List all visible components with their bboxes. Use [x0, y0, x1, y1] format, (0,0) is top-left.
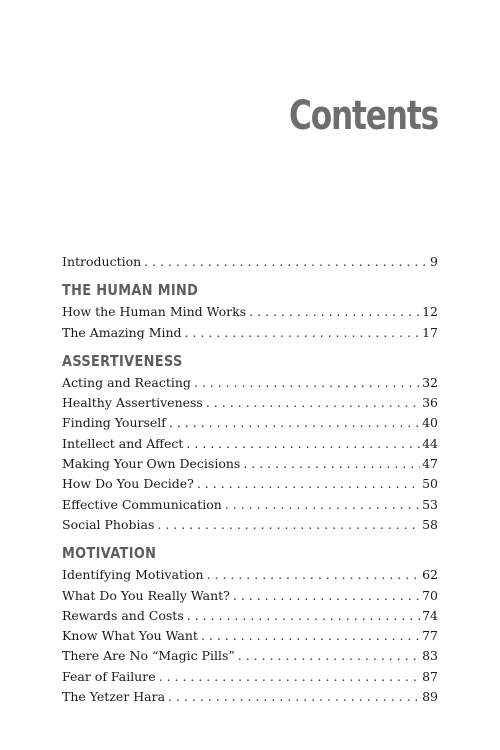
dot-leader — [185, 323, 421, 343]
toc-entry — [62, 302, 438, 322]
toc-entry-label: There Are No “Magic Pills” — [62, 648, 235, 664]
dot-leader — [159, 667, 420, 687]
toc-entry — [62, 646, 438, 666]
dot-leader — [233, 586, 420, 606]
toc-entry-label: How the Human Mind Works — [62, 304, 247, 320]
toc-entry-page-number: 83 — [422, 648, 438, 664]
dot-leader — [168, 687, 420, 707]
toc-entry — [62, 687, 438, 707]
toc-entry — [62, 434, 438, 454]
toc-entry-page-number: 53 — [422, 496, 438, 512]
toc-entry — [62, 606, 438, 626]
section-heading-assertiveness: ASSERTIVENESS — [62, 351, 183, 370]
toc-entry-page-number: 58 — [422, 516, 438, 532]
toc-entry-label: Effective Communication — [62, 496, 222, 512]
toc-entry-label: Social Phobias — [62, 516, 155, 532]
toc-entry-label: Rewards and Costs — [62, 607, 184, 623]
dot-leader — [206, 393, 420, 413]
dot-leader — [144, 252, 428, 272]
toc-entry-label: Making Your Own Decisions — [62, 456, 241, 472]
dot-leader — [201, 626, 420, 646]
toc-entry-introduction — [62, 252, 438, 272]
toc-entry-page-number: 77 — [422, 628, 438, 644]
toc-entry-label: Fear of Failure — [62, 668, 156, 684]
toc-entry-label: What Do You Really Want? — [62, 587, 230, 603]
dot-leader — [194, 373, 420, 393]
toc-entry-page-number: 89 — [422, 689, 438, 705]
toc-entry-label: The Yetzer Hara — [62, 689, 166, 705]
toc-entry-label: Introduction — [62, 254, 142, 269]
toc-entry — [62, 626, 438, 646]
toc-entry-label: Acting and Reacting — [62, 374, 191, 390]
toc-entry — [62, 373, 438, 393]
dot-leader — [157, 515, 420, 535]
toc-entry-page-number: 44 — [422, 435, 438, 451]
dot-leader — [225, 495, 420, 515]
toc-entry-page-number: 50 — [422, 476, 438, 492]
dot-leader — [238, 646, 420, 666]
toc-entry — [62, 413, 438, 433]
toc-entry — [62, 495, 438, 515]
page-title: Contents — [289, 93, 438, 139]
toc-entry — [62, 393, 438, 413]
toc-entry-label: How Do You Decide? — [62, 476, 194, 492]
toc-entry-page-number: 36 — [422, 395, 438, 411]
toc-entry-page-number: 32 — [422, 374, 438, 390]
dot-leader — [197, 474, 420, 494]
toc-entry-label: Healthy Assertiveness — [62, 395, 203, 411]
toc-entry-page-number: 40 — [422, 415, 438, 431]
toc-entry-page-number: 87 — [422, 668, 438, 684]
toc-entry — [62, 667, 438, 687]
toc-entry-page-number: 17 — [422, 324, 438, 340]
toc-entry-page-number: 12 — [422, 304, 438, 320]
dot-leader — [249, 302, 420, 322]
dot-leader — [186, 434, 420, 454]
section-heading-motivation: MOTIVATION — [62, 544, 157, 563]
toc-entry-label: Intellect and Affect — [62, 435, 184, 451]
section-heading-human-mind: THE HUMAN MIND — [62, 281, 199, 300]
toc-entry-page-number: 47 — [422, 456, 438, 472]
dot-leader — [243, 454, 420, 474]
toc-entry — [62, 586, 438, 606]
toc-entry-page-number: 74 — [422, 607, 438, 623]
toc-entry-label: Finding Yourself — [62, 415, 166, 431]
dot-leader — [187, 606, 420, 626]
toc-entry-page-number: 70 — [422, 587, 438, 603]
table-of-contents — [62, 252, 438, 707]
dot-leader — [169, 413, 420, 433]
toc-entry — [62, 474, 438, 494]
dot-leader — [207, 565, 421, 585]
toc-entry — [62, 565, 438, 585]
toc-entry-label: Know What You Want — [62, 628, 198, 644]
toc-entry — [62, 515, 438, 535]
toc-entry — [62, 323, 438, 343]
toc-entry-page-number: 9 — [430, 254, 438, 269]
toc-entry — [62, 454, 438, 474]
toc-entry-label: Identifying Motivation — [62, 567, 204, 583]
toc-entry-label: The Amazing Mind — [62, 324, 182, 340]
toc-entry-page-number: 62 — [422, 567, 438, 583]
